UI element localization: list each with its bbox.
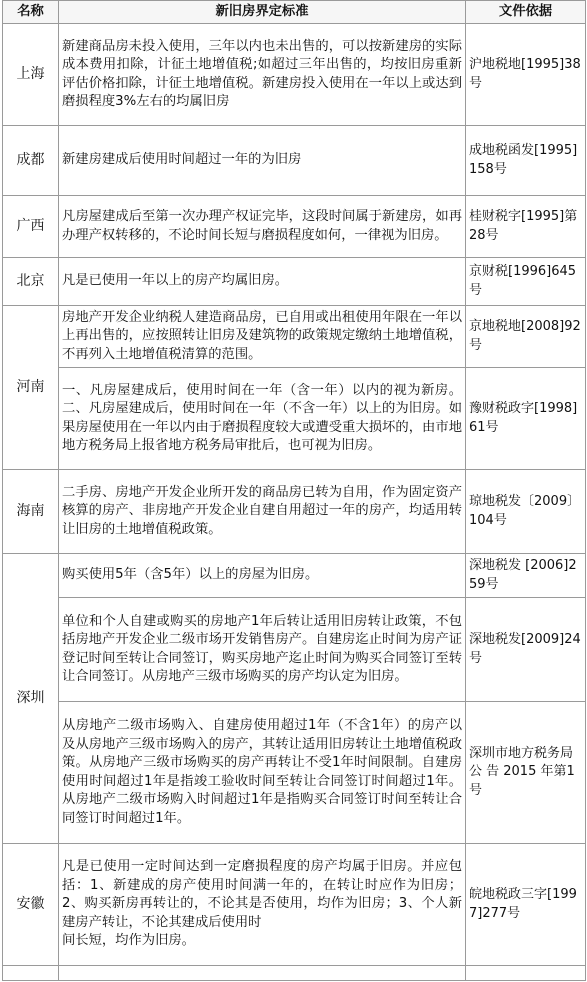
standard-cell: 单位和个人自建或购买的房地产1年后转让适用旧房转让政策，不包括房地产开发企业二级市场开发销售房产。自建房迄止时间为房产证登记时间至转让合同签订，购买房地产迄止时间为购买合同签订至转让合同签订。从房地产三级市场购买的房产均认定为旧房。 (59, 598, 466, 702)
basis-cell: 桂财税字[1995]第28号 (466, 196, 586, 258)
city-cell-chengdu: 成都 (3, 126, 59, 196)
empty-cell (3, 966, 59, 981)
basis-cell: 深地税发 [2006]259号 (466, 554, 586, 598)
basis-cell: 深圳市地方税务局 公 告 2015 年第1号 (466, 702, 586, 844)
city-cell-shanghai: 上海 (3, 24, 59, 126)
empty-row (3, 966, 586, 981)
standard-text: 凡是已使用一定时间达到一定磨损程度的房产均属于旧房。并应包括：1、新建成的房产使用时间满一年的，在转让时应作为旧房；2、购买新房再转让的，不论其是否使用，均作为旧房；3、个人新建房产转让，不论其建成后使用时 (62, 859, 462, 930)
header-row (3, 1, 586, 24)
standard-cell: 新建商品房未投入使用，三年以内也未出售的，可以按新建房的实际成本费用扣除，计征土地增值税;如超过三年出售的，均按旧房重新评估价格扣除，计征土地增值税。新建房投入使用在一年以上或达到磨损程度3%左右的均属旧房 (59, 24, 466, 126)
standard-cell: 凡是已使用一年以上的房产均属旧房。 (59, 258, 466, 306)
table-row (3, 554, 586, 598)
header-name: 名称 (3, 1, 59, 24)
standard-cell: 从房地产二级市场购入、自建房使用超过1年（不含1年）的房产以及从房地产三级市场购入的房产，其转让适用旧房转让土地增值税政策。从房地产三级市场购买的房产再转让不受1年时间限制。自建房使用时间超过1年是指竣工验收时间至转让合同签订时间超过1年。从房地产二级市场购入时间超过1年是指购买合同签订时间至转让合同签订时间超过1年。 (59, 702, 466, 844)
city-cell-hainan: 海南 (3, 470, 59, 554)
basis-cell: 京地税地[2008]92号 (466, 306, 586, 368)
city-cell-guangxi: 广西 (3, 196, 59, 258)
basis-cell: 皖地税政三字[1997]277号 (466, 844, 586, 966)
table-row (3, 306, 586, 368)
standard-cell (59, 844, 466, 966)
header-standard: 新旧房界定标准 (59, 1, 466, 24)
empty-cell (466, 966, 586, 981)
standard-cell: 购买使用5年（含5年）以上的房屋为旧房。 (59, 554, 466, 598)
basis-cell: 豫财税政字[1998]61号 (466, 368, 586, 470)
standard-cell: 房地产开发企业纳税人建造商品房，已自用或出租使用年限在一年以上再出售的，应按照转让旧房及建筑物的政策规定缴纳土地增值税，不再列入土地增值税清算的范围。 (59, 306, 466, 368)
standard-cell: 新建房建成后使用时间超过一年的为旧房 (59, 126, 466, 196)
standards-table (2, 0, 586, 981)
table-row (3, 470, 586, 554)
empty-cell (59, 966, 466, 981)
basis-cell: 琼地税发〔2009〕104号 (466, 470, 586, 554)
table-row (3, 702, 586, 844)
standard-cell: 二手房、房地产开发企业所开发的商品房已转为自用，作为固定资产核算的房产、非房地产开发企业自建自用超过一年的房产，均适用转让旧房的土地增值税政策。 (59, 470, 466, 554)
basis-cell: 京财税[1996]645号 (466, 258, 586, 306)
table-row (3, 844, 586, 966)
header-basis: 文件依据 (466, 1, 586, 24)
city-cell-anhui: 安徽 (3, 844, 59, 966)
table-row (3, 598, 586, 702)
city-cell-shenzhen: 深圳 (3, 554, 59, 844)
table-row (3, 196, 586, 258)
table-row (3, 258, 586, 306)
standard-cell: 凡房屋建成后至第一次办理产权证完毕，这段时间属于新建房，如再办理产权转移的，不论时间长短与磨损程度如何，一律视为旧房。 (59, 196, 466, 258)
standard-text-continued: 间长短，均作为旧房。 (62, 933, 195, 949)
standard-cell: 一、凡房屋建成后，使用时间在一年（含一年）以内的视为新房。二、凡房屋建成后，使用时间在一年（不含一年）以上的为旧房。如果房屋使用在一年以内由于磨损程度较大或遭受重大损坏的，由市地地方税务局上报省地方税务局审批后，也可视为旧房。 (59, 368, 466, 470)
table-row (3, 24, 586, 126)
table-row (3, 368, 586, 470)
city-cell-henan: 河南 (3, 306, 59, 470)
table-row (3, 126, 586, 196)
basis-cell: 沪地税地[1995]38号 (466, 24, 586, 126)
basis-cell: 深地税发[2009]24号 (466, 598, 586, 702)
city-cell-beijing: 北京 (3, 258, 59, 306)
basis-cell: 成地税函发[1995]158号 (466, 126, 586, 196)
